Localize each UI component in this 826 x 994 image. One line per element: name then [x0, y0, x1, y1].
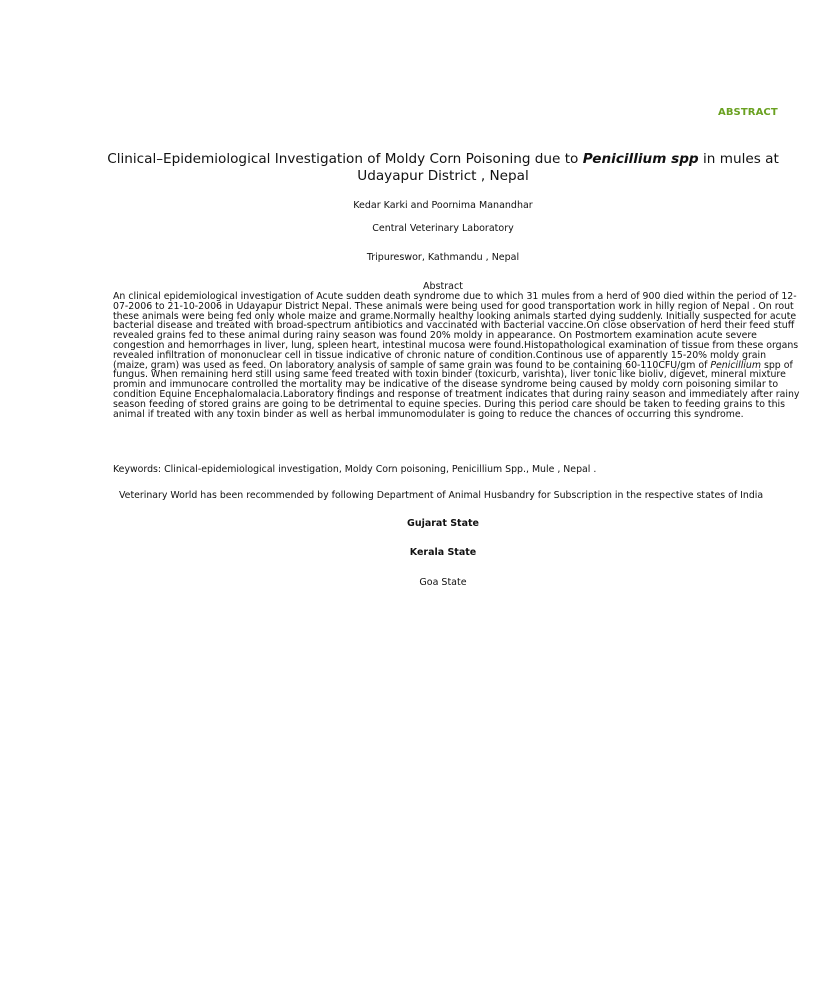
abstract-genus: Penicillium: [710, 359, 761, 371]
abstract-heading: Abstract: [423, 281, 463, 292]
institution: Central Veterinary Laboratory: [372, 223, 514, 234]
title-text-start: Clinical–Epidemiological Investigation of Moldy Corn Poisoning due to: [107, 151, 583, 167]
abstract-text-1: An clinical epidemiological investigation of Acute sudden death syndrome due to which 31 mules from a herd of 900 died within the period of 12-07-2006 to 21-10-2006 in Udayapur District Nepal. These animals were being used for good transportation work in hilly region of Nepal . On rout these animals were being fed only whole maize and grame.Normally healthy looking animals started dying suddenly. Initially suspected for acute bacterial disease and treated with broad-spectrum antibiotics and vaccinated with bacterial vaccine.On close observation of herd their feed stuff revealed grains fed to these animal during rainy season was found 20% moldy in appearance. On Postmortem examination acute severe congestion and hemorrhages in liver, lung, spleen heart, intestinal mucosa were found.Histopathological examination of tissue from these organs revealed infiltration of mononuclear cell in tissue indicative of chronic nature of condition.Continous use of apparently 15-20% moldy grain (maize, gram) was used as feed. On laboratory analysis of sample of same grain was found to be containing 60-110CFU/gm of: [113, 291, 799, 371]
article-title: [60, 151, 826, 185]
state-goa: Goa State: [419, 577, 467, 588]
abstract-text-2: spp of fungus. When remaining herd still using same feed treated with toxin binder (toxicurb, varishta), liver tonic like bioliv, digevet, mineral mixture promin and immunocare controlled the mortality may be indicative of the disease syndrome being caused by moldy corn poisoning similar to condition Equine Encephalomalacia.Laboratory findings and response of treatment indicates that during rainy season and immediately after rainy season feeding of stored grains are going to be detrimental to equine species. During this period care should be taken to feeding grains to this animal if treated with any toxin binder as well as herbal immunomodulater is going to reduce the chances of occurring this syndrome.: [113, 359, 800, 420]
authors: Kedar Karki and Poornima Manandhar: [353, 200, 533, 211]
address: Tripureswor, Kathmandu , Nepal: [366, 252, 520, 263]
title-genus: Penicillium spp: [582, 151, 699, 167]
state-kerala: Kerala State: [409, 547, 477, 558]
title-text-end: in mules at: [698, 151, 779, 167]
state-gujarat: Gujarat State: [407, 518, 479, 529]
abstract-body: [113, 292, 803, 419]
keywords: Keywords: Clinical-epidemiological investigation, Moldy Corn poisoning, Penicillium Spp., Mule , Nepal .: [113, 464, 597, 475]
section-label: ABSTRACT: [718, 107, 778, 118]
subscription-note: Veterinary World has been recommended by following Department of Animal Husbandry for Subscription in the respective states of India: [119, 490, 764, 501]
title-line-2: Udayapur District , Nepal: [357, 168, 529, 184]
